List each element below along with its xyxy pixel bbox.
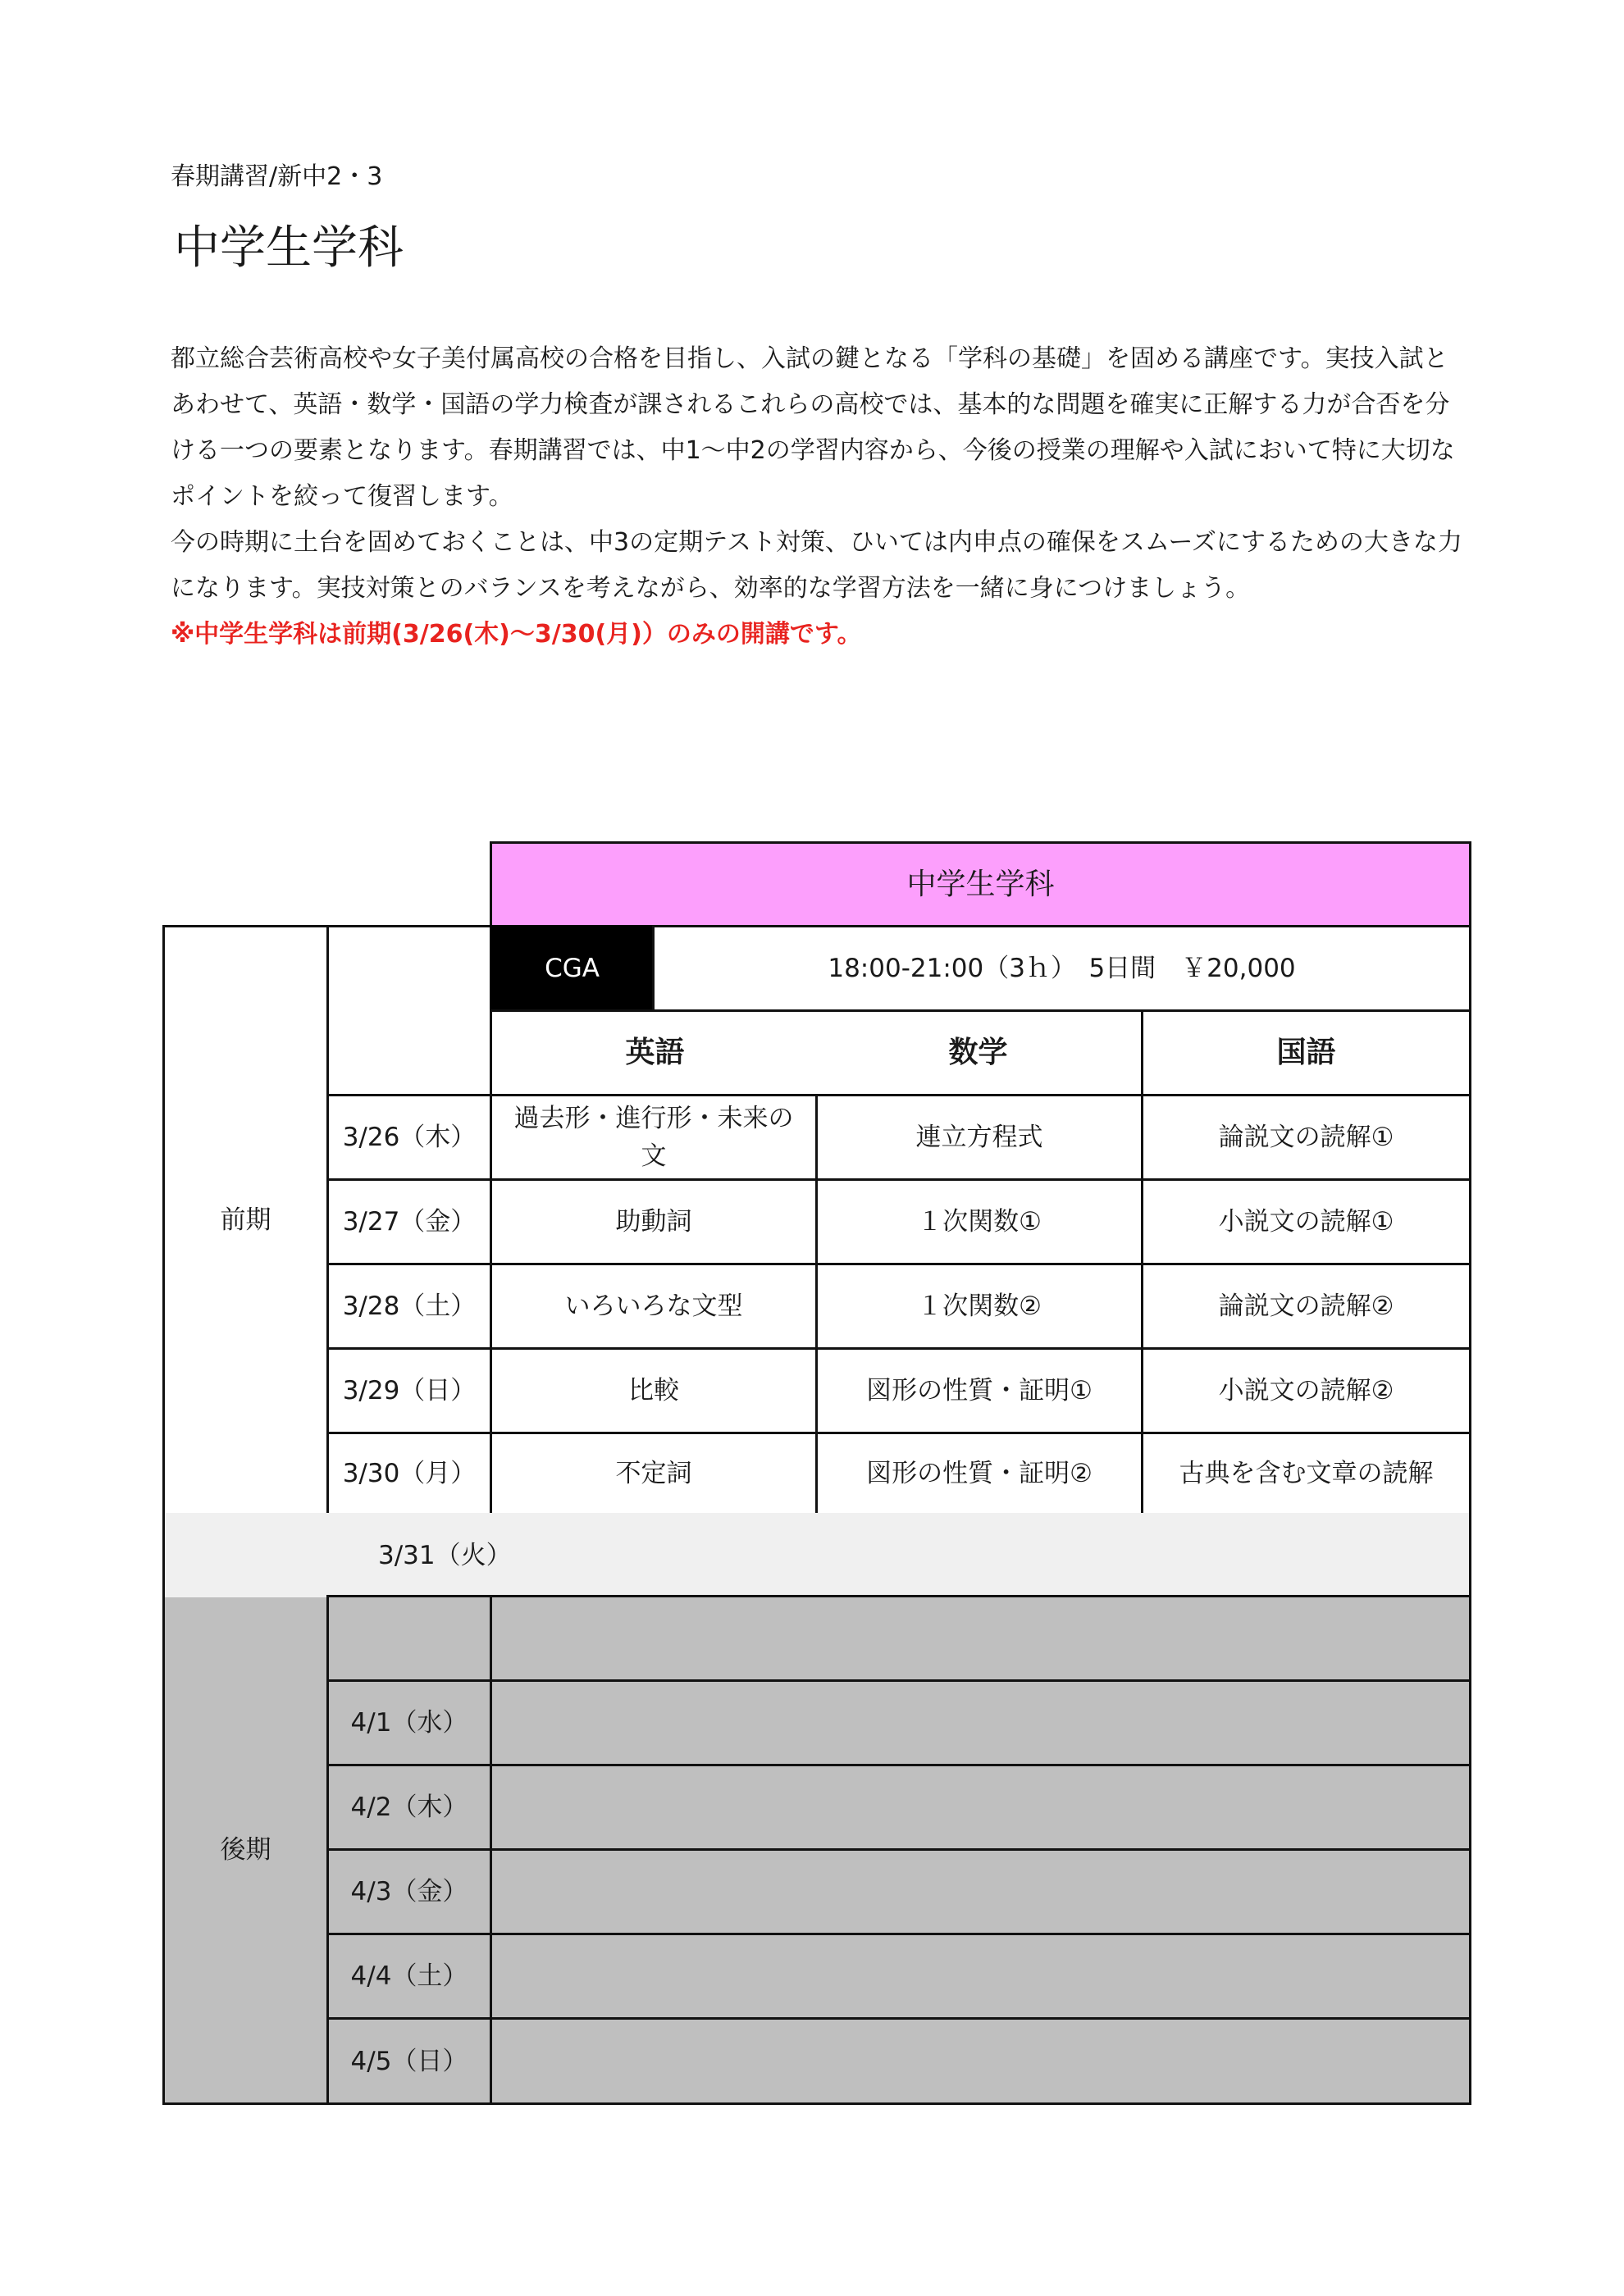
class-code-cell: CGA [490, 925, 655, 1012]
english-lesson: 不定詞 [490, 1432, 818, 1515]
date-cell: 4/3（金） [326, 1848, 492, 1935]
notice-text: ※中学生学科は前期(3/26(木)〜3/30(月)）のみの開講です。 [171, 620, 862, 649]
course-title-cell: 中学生学科 [490, 841, 1471, 927]
page-title: 中学生学科 [174, 221, 404, 275]
date-cell: 3/28（土） [326, 1263, 492, 1350]
english-lesson: 比較 [490, 1347, 818, 1434]
english-lesson: 過去形・進行形・未来の文 [490, 1094, 818, 1181]
date-cell: 4/5（日） [326, 2017, 492, 2105]
date-cell: 3/26（木） [326, 1094, 492, 1181]
japanese-lesson: 小説文の読解② [1141, 1347, 1471, 1434]
subject-english: 英語 [490, 1009, 818, 1096]
second-term-header-band [490, 1595, 1471, 1682]
closed-row [490, 1679, 1471, 1766]
intro-paragraph-1: 都立総合芸術高校や女子美付属高校の合格を目指し、入試の鍵となる「学科の基礎」を固める講座です。実技入試とあわせて、英語・数学・国語の学力検査が課されるこれらの高校では、基本的な問題を確実に正解する力が合否を分ける一つの要素となります。春期講習では、中1〜中2の学習内容から、今後の授業の理解や入試において特に大切なポイントを絞って復習します。 [171, 344, 1455, 511]
japanese-lesson: 論説文の読解① [1141, 1094, 1471, 1181]
subject-math: 数学 [815, 1009, 1143, 1096]
intro-text [171, 336, 1467, 658]
closed-row [490, 1764, 1471, 1851]
date-cell: 3/30（月） [326, 1432, 492, 1515]
second-term-corner [326, 1595, 492, 1682]
break-day-row: 3/31（火） [162, 1513, 1471, 1597]
math-lesson: １次関数② [815, 1263, 1143, 1350]
japanese-lesson: 古典を含む文章の読解 [1141, 1432, 1471, 1515]
closed-row [490, 1933, 1471, 2020]
first-term-label: 前期 [162, 925, 329, 1515]
math-lesson: １次関数① [815, 1178, 1143, 1265]
math-lesson: 図形の性質・証明① [815, 1347, 1143, 1434]
date-cell: 4/1（水） [326, 1679, 492, 1766]
closed-row [490, 2017, 1471, 2105]
closed-row [490, 1848, 1471, 1935]
intro-paragraph-2: 今の時期に土台を固めておくことは、中3の定期テスト対策、ひいては内申点の確保をスムーズにするための大きな力になります。実技対策とのバランスを考えながら、効率的な学習方法を一緒に身につけましょう。 [171, 528, 1462, 603]
japanese-lesson: 論説文の読解② [1141, 1263, 1471, 1350]
english-lesson: いろいろな文型 [490, 1263, 818, 1350]
date-cell: 4/4（土） [326, 1933, 492, 2020]
corner-cell [326, 925, 492, 1096]
date-cell: 3/27（金） [326, 1178, 492, 1265]
math-lesson: 連立方程式 [815, 1094, 1143, 1181]
second-term-label: 後期 [162, 1595, 329, 2105]
japanese-lesson: 小説文の読解① [1141, 1178, 1471, 1265]
math-lesson: 図形の性質・証明② [815, 1432, 1143, 1515]
class-info-cell: 18:00-21:00（3ｈ） 5日間 ￥20,000 [652, 925, 1471, 1012]
date-cell: 4/2（木） [326, 1764, 492, 1851]
english-lesson: 助動詞 [490, 1178, 818, 1265]
date-cell: 3/29（日） [326, 1347, 492, 1434]
page-subtitle: 春期講習/新中2・3 [171, 162, 383, 191]
subject-japanese: 国語 [1141, 1009, 1471, 1096]
